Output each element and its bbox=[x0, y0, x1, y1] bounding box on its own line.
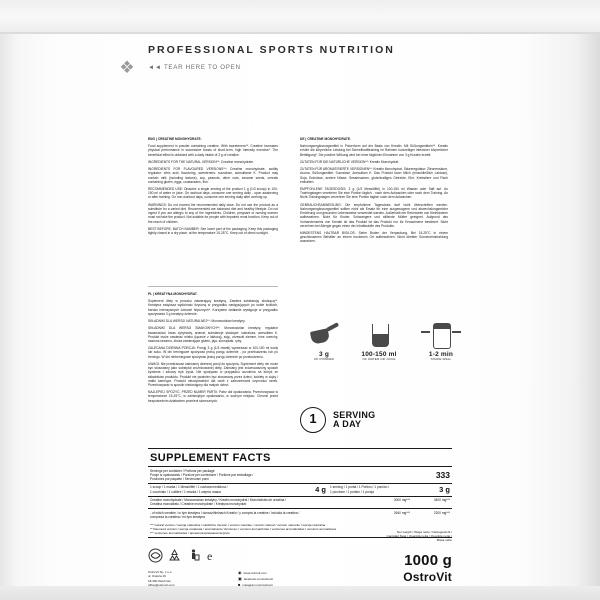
pl-p4: ZALECANA DZIENNA PORCJA: Porcję 3 g (1/3 miarki) wymieszać w 100-150 ml wody lub soku. W dni treningowe spożywać jedną porcję dziennie - po przebudzeniu lub po treningu. W dni nietreningowe spożywać jedną porcję dziennie po przebudzeniu. bbox=[148, 346, 278, 359]
footnote-1: *** natural version / wersja naturalna / natürliche Version / version naturale / versión natural / version naturelle / wersja naturalna bbox=[150, 522, 326, 527]
instagram-url: instagram.com/ostrovit bbox=[242, 583, 273, 588]
divider bbox=[148, 286, 278, 287]
brand-logo: OstroVit bbox=[403, 570, 452, 584]
tidyman-mark bbox=[186, 548, 201, 563]
row0-serving-size: 4 g bbox=[315, 485, 326, 494]
eng-p3: INGREDIENTS FOR FLAVOURED VERSIONS**: Creatine monohydrate, acidity regulator: citric acid, flavouring, sweeteners: sucralose, acesulfame K. Product may contain milk (including lactose), soy, peanuts, other nuts, sesame seeds, cereals containing gluten, eggs, crustaceans, fish. bbox=[148, 167, 278, 184]
top-seal bbox=[0, 0, 600, 34]
row1-value-1: 3000 mg*** bbox=[393, 498, 410, 503]
powder-amount: 3 g bbox=[319, 351, 329, 358]
row0-head-c1: 1 serving / 1 portia / 1 Portion / 1 porción / bbox=[330, 485, 390, 490]
net-weight-value: 1000 g bbox=[404, 552, 452, 569]
address-line-0: OstroVit Sp. z o.o. bbox=[148, 570, 173, 574]
table-header-row bbox=[148, 466, 452, 483]
pl-p6: NAJLEPIEJ SPOŻYĆ, PRZED NUMER PARTII: Patrz dół opakowania. Przechowywać w temperaturze 15-25°C, w zamkniętym opakowaniu, w suchym miejscu. Chronić przed bezpośrednim działaniem promieni słonecznych. bbox=[148, 390, 278, 403]
row1-label-b: Creatina monoidrato / Créatine monohydrate / Kreatyna monohydrat bbox=[150, 502, 247, 507]
table-row bbox=[148, 496, 452, 509]
serving-per-day bbox=[300, 405, 472, 435]
footnote-3: *** versiones aromatizadas / ароматизированная версия bbox=[150, 530, 230, 535]
glass-icon bbox=[362, 322, 396, 348]
address-line-2: 18-300 Zambrów bbox=[148, 578, 171, 583]
row2-value-2: 2200 mg*** bbox=[433, 510, 450, 515]
table-row bbox=[148, 483, 452, 496]
address-line-1: ul. Ostoria 16 bbox=[148, 574, 166, 579]
net-weight-label bbox=[360, 530, 452, 542]
e-mark bbox=[205, 548, 220, 563]
supplement-facts-table bbox=[148, 448, 452, 538]
serving-line2: A DAY bbox=[333, 419, 362, 429]
water-caption: OF WATER OR JUICE bbox=[362, 357, 396, 361]
panel-english bbox=[148, 137, 278, 238]
panel-german bbox=[300, 137, 448, 247]
table-row bbox=[148, 508, 452, 521]
footnote-2: ** flavoured version / wersja smakowa / aromatisierte Versionen / versioni aromatizzate / versiones aromatizadas / versions aromatisées bbox=[150, 526, 337, 531]
page-title: PROFESSIONAL SPORTS NUTRITION bbox=[148, 44, 395, 56]
eng-p1: Food supplement in powder containing creatine. With sweeteners**. Creatine increases physical performance in successive bursts of short-term, high intensity exercise*. The beneficial effect is obtained with a daily intake of 3 g of creatine. bbox=[148, 144, 278, 157]
globe-icon: ◉ bbox=[238, 570, 242, 575]
certification-marks bbox=[148, 548, 338, 566]
instagram-icon: ■ bbox=[238, 582, 241, 588]
de-p2: ZUTATEN FÜR DIE NATÜRLICHE VERSION**: Kreatin Monohydrat. bbox=[300, 159, 399, 164]
pl-p1: Suplement diety w proszku zawierający kreatynę. Zawiera substancję słodzącą**. Kreatyna zwiększa wydolność fizyczną w przypadku następujących po sobie krótkich, bardzo intensywnych ćwiczeń fizycznych*. Korzystne działanie występuje w przypadku spożywania 3 g kreatyny dziennie. bbox=[148, 299, 278, 316]
address-line-3: office@ostrovit.com bbox=[148, 583, 175, 588]
tear-here-label: ◄◄ TEAR HERE TO OPEN bbox=[148, 64, 241, 71]
company-address bbox=[148, 570, 228, 587]
supplement-facts-title: SUPPLEMENT FACTS bbox=[150, 452, 271, 464]
usage-step-powder bbox=[300, 322, 348, 362]
row0-label-a: 1 scoop / 1 marka / 1 Messlöffel / 1 cuchara medidora / bbox=[150, 485, 228, 490]
row2-value-1: 2640 mg*** bbox=[393, 510, 410, 515]
pl-p2: SKŁADNIKI DLA WERSJI NATURALNEJ**: Monowodzian kreatyny. bbox=[148, 319, 246, 324]
de-heading: DE | CREATINE MONOHYDRATE. bbox=[300, 137, 351, 141]
row1-value-2: 3400 mg*** bbox=[433, 498, 450, 503]
header-label-pl: Porcje w opakowaniu / Porzioni per confezione / Portions par emballage / bbox=[150, 472, 254, 477]
de-p3: ZUTATEN FÜR AROMATISIERTE VERSIONEN**: Kreatin Monohydrat, Säureregulator: Zitronensäure, Aroma, Süßungsmittel: Sucralose, Acesulfam K. Das Produkt kann Milch (einschließlich Laktose), Soja, Erdnüsse, andere Nüsse, Sesamsamen, glutenhaltiges Getreide, Eier, Krebstiere und Fisch enthalten. bbox=[300, 167, 448, 184]
serving-count: 1 bbox=[300, 407, 326, 433]
social-links bbox=[238, 570, 348, 589]
row2-label-a: - of which creatine / w tym kreatyna / donaczíhlelnach Kreatin / y compris la creatine / incluida la creatina / bbox=[150, 510, 300, 515]
shaker-icon bbox=[421, 322, 461, 348]
scoop-icon bbox=[307, 322, 341, 348]
header-label-es: Porciones por paquete / Servírovaní porcí bbox=[150, 477, 210, 482]
facebook-url: facebook.com/ostrovit bbox=[243, 576, 273, 581]
de-p6: MINDESTENS HALTBAR BIS/LOS: Siehe Boden der Verpackung. Bei 15-25°C in einem geschlossenen Behälter an einem trockenen Ort aufbewahren. Nicht direkter Sonneneinstrahlung aussetzen. bbox=[300, 230, 448, 244]
row2-label-b: compresa la creatina / en tym kreatyna bbox=[150, 515, 205, 519]
de-p5: GEBRAUCHSANWEISUNG: Die empfohlene Tagesdosis darf nicht überschritten werden. Nahrungsergänzungsmittel sollten nicht als Ersatz für eine ausgewogene und abwechslungsreiche Ernährung und gesunden Lebensweise verwendet werden. Außerhalb der Reichweite von Kleinkindern aufbewahren. Nicht für Kinder, Schwangere und stillende Mütter geeignet. Aufgrund des Vorhandenseins von Kreatin ist das Produkt ist das Produkt nur für Erwachsene bestimmt. Nicht verzehren bei Allergie gegen einen der Inhaltsstoffe des Produkts. bbox=[300, 202, 448, 228]
eng-heading: ENG | CREATINE MONOHYDRATE. bbox=[148, 137, 202, 141]
panel-polish bbox=[148, 292, 278, 406]
usage-step-shake bbox=[410, 322, 472, 362]
pl-p5: UWAGI: Nie przekraczać zalecanej dziennej porcji do spożycia. Suplement diety nie może być stosowany jako substytut zróżnicowanej diety. Zalecany jest zrównoważony sposób żywienia i zdrowy tryb życia. Nie spożywać w przypadku uczulenia na któryś ze składników produktu. Produkt nie powinien być stosowany przez dzieci, kobiety w ciąży i matki karmiące. Produkt nieodpowiedni dla osób z zaburzeniami czynności nerek. Przechowywać w sposób niedostępny dla małych dzieci. bbox=[148, 361, 278, 387]
facebook-icon: ▣ bbox=[238, 576, 242, 582]
shake-caption: SHAKE WELL bbox=[430, 357, 452, 361]
shake-time: 1-2 min bbox=[428, 351, 454, 358]
usage-step-water bbox=[352, 322, 406, 362]
net-weight-label-line2: Cantidad Neta / Quantità netta / Quantité nette / bbox=[386, 534, 452, 539]
header-label-en: Servings per container / Portions per package bbox=[150, 468, 215, 473]
instagram-link[interactable] bbox=[238, 582, 348, 588]
website-url: www.ostrovit.com bbox=[243, 570, 267, 575]
ostrovit-logo-icon: ❖ bbox=[119, 58, 135, 77]
net-weight-label-line1: Net weight / Waga netto / Nettogewicht / bbox=[396, 530, 452, 534]
recycling-mark bbox=[167, 548, 182, 563]
svg-text:e: e bbox=[207, 549, 213, 563]
row0-label-b: 1 cucchiaio / 1 cuillère / 1 miarka / 1 мерна ложка bbox=[150, 489, 221, 494]
row0-portion-size: 3 g bbox=[439, 485, 450, 494]
de-p1: Nahrungsergänzungsmittel in Pulverform auf der Basis von Kreatin. Mit Süßungsmitteln**. Kreatin erhöht die körperliche Leistung bei Schnellkrafttraining im Rahmen kurzzeitiger intensiver körperlicher Betätigung*. Die positive Wirkung wird bei einer täglichen Einnahme von 3 g Kreatin erzielt. bbox=[300, 144, 448, 157]
eng-p6: BEST BEFORE, BATCH NUMBER: See lower part of the packaging. Keep this packaging tightly closed in a dry place, at the temperature 15-25°C. Keep out of direct sunlight. bbox=[148, 226, 278, 235]
serving-line1: SERVING bbox=[333, 409, 376, 420]
powder-caption: OF POWDER bbox=[314, 357, 334, 361]
servings-per-container-value: 333 bbox=[435, 469, 450, 480]
usage-icons bbox=[300, 322, 472, 400]
water-amount: 100-150 ml bbox=[361, 351, 397, 358]
eng-p4: RECOMMENDED USE: Dissolve a single serving of the product 1 g (1/3 scoop) in 100-150 ml of water or juice. On workout days, consume one serving daily - upon awakening or after training. On non-workout days, consume one serving daily after working up. bbox=[148, 186, 278, 200]
eng-p2: INGREDIENTS FOR THE NATURAL VERSION**: Creatine monohydrate. bbox=[148, 159, 254, 164]
row1-label-a: Creatine monohydrate / Monowodzian kreatyny / Kreatin monohydrat / Monohidrato de creatina / bbox=[150, 498, 287, 503]
pl-p3: SKŁADNIKI DLA WERSJI SMAKOWYCH**: Monowodzian kreatyny, regulator kwasowości: kwas cytrynowy, aromat, substancje słodzące: sukraloza, acesulfam K. Produkt może zawierać mleko (łącznie z laktozą), soję, orzeszki ziemne, inne orzechy, nasiona sezamu, zboża zawierające gluten, jaja, skorupiaki, ryby. bbox=[148, 326, 278, 343]
green-dot-mark bbox=[148, 548, 163, 563]
eng-p5: WARNINGS: Do not exceed the recommended daily dose. Do not use the product as a substitute for a varied diet. Recommended are balanced diet and healthy lifestyle. Do not ingest if you are allergic to any of the ingredients. Children, pregnant or nursing women must not take the product. Not suitable for people with impaired renal function. Keep out of the reach of children. bbox=[148, 202, 278, 224]
row0-head-c2: 1 porzione / 1 portion / 1 porcja bbox=[330, 489, 374, 494]
net-weight-label-line3: Masa netto bbox=[436, 538, 452, 543]
pl-heading: PL | KREATYNA MONOHYDRAT. bbox=[148, 292, 198, 296]
de-p4: EMPFOHLENE TAGESDOSIS: 3 g (1/3 Messlöffel) in 100-150 ml Wasser oder Saft auf. An Trainingstagen verzehren Sie eine Portion täglich - nach dem Aufwachen oder nach dem Training. An Nicht-Trainingstagen verzehren Sie eine Portion täglich nach dem Aufwachen. bbox=[300, 186, 448, 200]
